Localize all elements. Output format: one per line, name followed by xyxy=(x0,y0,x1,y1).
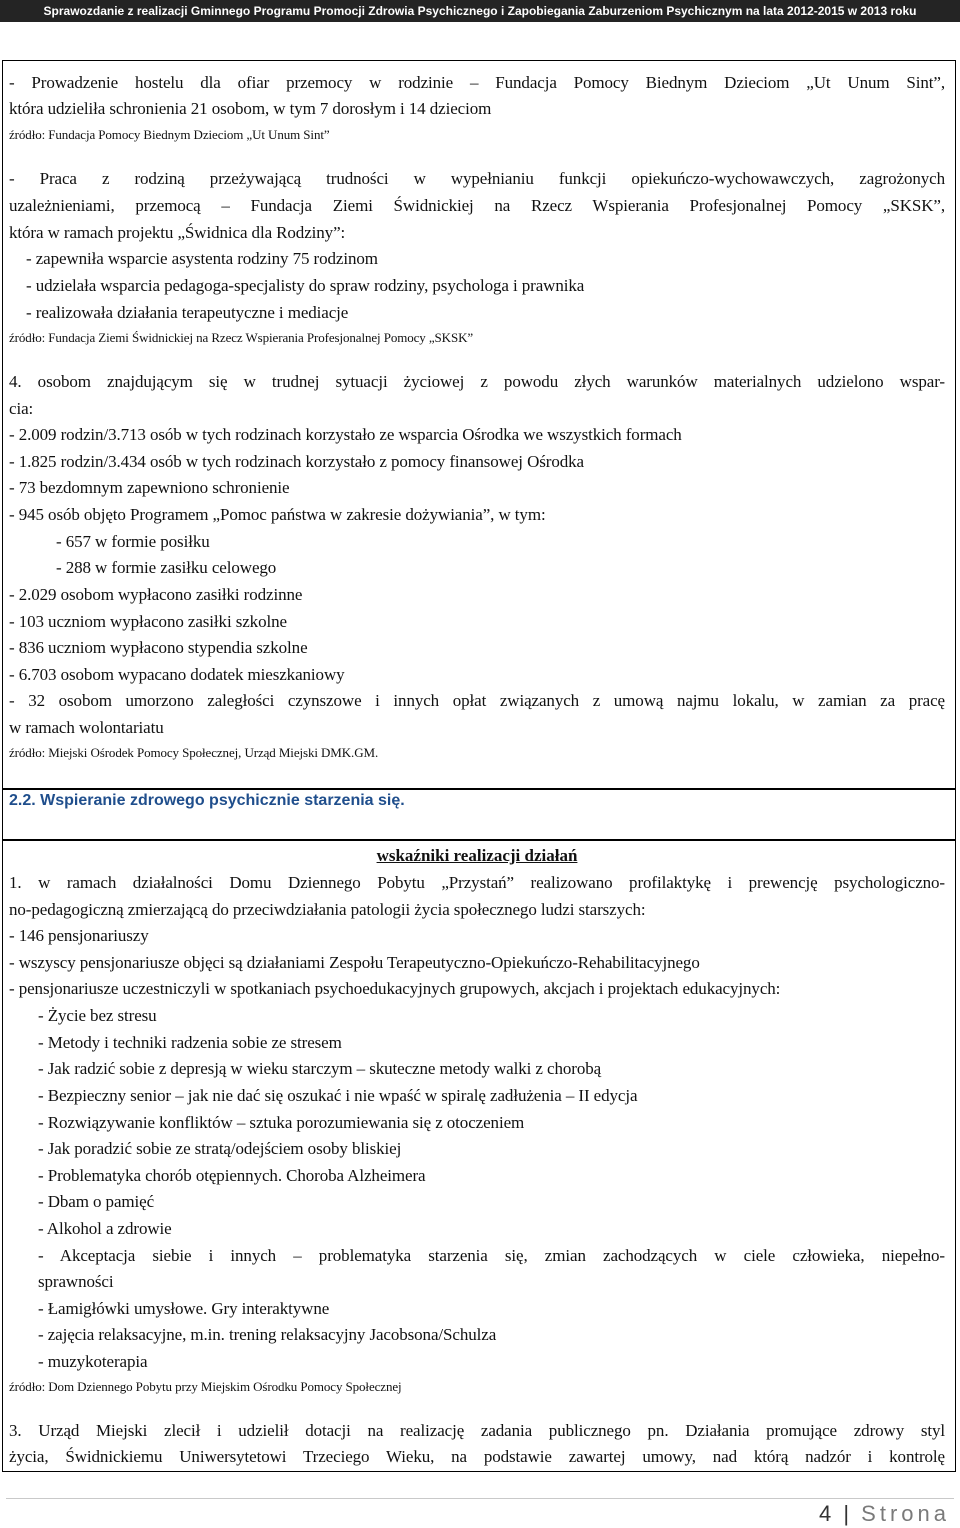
list-item: - muzykoterapia xyxy=(38,1352,148,1371)
list-item: - 6.703 osobom wypacano dodatek mieszkaniowy xyxy=(9,665,345,684)
list-item: - 657 w formie posiłku xyxy=(56,532,210,551)
text-line: - Praca z rodziną przeżywającą trudności w wypełnianiu funkcji opiekuńczo-wychowawczych, zagrożonych xyxy=(9,169,945,188)
list-item: - 2.029 osobom wypłacono zasiłki rodzinne xyxy=(9,585,303,604)
text-line: 3. Urząd Miejski zlecił i udzielił dotacji na realizację zadania publicznego pn. Działania promujące zdrowy styl xyxy=(9,1421,945,1440)
text-line: 1. w ramach działalności Domu Dziennego Pobytu „Przystań” realizowano profilaktykę i prewencję psychologiczno- xyxy=(9,873,945,892)
list-item: - 945 osób objęto Programem „Pomoc państwa w zakresie dożywiania”, w tym: xyxy=(9,505,546,524)
page-number: 4 xyxy=(818,1501,832,1526)
footer-separator: | xyxy=(843,1501,850,1526)
source-note: źródło: Miejski Ośrodek Pomocy Społecznej, Urząd Miejski DMK.GM. xyxy=(9,745,379,760)
section-title: 2.2. Wspieranie zdrowego psychicznie starzenia się. xyxy=(9,792,405,809)
page-footer xyxy=(819,1500,950,1528)
list-item: - Bezpieczny senior – jak nie dać się oszukać i nie wpaść w spiralę zadłużenia – II edycja xyxy=(38,1086,638,1105)
list-item: - 288 w formie zasiłku celowego xyxy=(56,558,277,577)
list-item: - realizowała działania terapeutyczne i mediacje xyxy=(26,303,349,322)
text-line: która udzieliła schronienia 21 osobom, w tym 7 dorosłym i 14 dzieciom xyxy=(9,99,492,118)
list-item: - pensjonariusze uczestniczyli w spotkaniach psychoedukacyjnych grupowych, akcjach i projektach edukacyjnych: xyxy=(9,979,781,998)
page-word: Strona xyxy=(861,1501,950,1526)
list-item: - 103 uczniom wypłacono zasiłki szkolne xyxy=(9,612,287,631)
list-item: - 73 bezdomnym zapewniono schronienie xyxy=(9,478,290,497)
footer-divider xyxy=(6,1498,954,1499)
text-line: - Prowadzenie hostelu dla ofiar przemocy w rodzinie – Fundacja Pomocy Biednym Dzieciom „Ut Unum Sint”, xyxy=(9,73,945,92)
list-item: - Metody i techniki radzenia sobie ze stresem xyxy=(38,1033,342,1052)
list-item: - Jak radzić sobie z depresją w wieku starczym – skuteczne metody walki z chorobą xyxy=(38,1059,602,1078)
text-line: 4. osobom znajdującym się w trudnej sytuacji życiowej z powodu złych warunków materialnych udzielono wspar- xyxy=(9,372,945,391)
source-note: źródło: Fundacja Pomocy Biednym Dzieciom „Ut Unum Sint” xyxy=(9,127,330,142)
list-item: - zajęcia relaksacyjne, m.in. trening relaksacyjny Jacobsona/Schulza xyxy=(38,1325,497,1344)
page-header: Sprawozdanie z realizacji Gminnego Programu Promocji Zdrowia Psychicznego i Zapobiegania Zaburzeniom Psychicznym na lata 2012-2015 w 2013 roku xyxy=(0,0,960,22)
list-item: - Łamigłówki umysłowe. Gry interaktywne xyxy=(38,1299,330,1318)
list-item: - wszyscy pensjonariusze objęci są działaniami Zespołu Terapeutyczno-Opiekuńczo-Rehabilitacyjnego xyxy=(9,953,700,972)
list-item: - Alkohol a zdrowie xyxy=(38,1219,172,1238)
source-note: źródło: Dom Dziennego Pobytu przy Miejskim Ośrodku Pomocy Społecznej xyxy=(9,1379,402,1394)
list-item: - zapewniła wsparcie asystenta rodziny 75 rodzinom xyxy=(26,249,378,268)
indicators-title: wskaźniki realizacji działań xyxy=(376,846,578,865)
list-item: - 836 uczniom wypłacono stypendia szkolne xyxy=(9,638,308,657)
text-line: która w ramach projektu „Świdnica dla Rodziny”: xyxy=(9,223,346,242)
list-item: - 1.825 rodzin/3.434 osób w tych rodzinach korzystało z pomocy finansowej Ośrodka xyxy=(9,452,584,471)
list-item: - Życie bez stresu xyxy=(38,1006,157,1025)
text-line: no-pedagogiczną zmierzającą do przeciwdziałania patologii życia społecznego ludzi starszych: xyxy=(9,900,646,919)
list-item: - 32 osobom umorzono zaległości czynszowe i innych opłat związanych z umową najmu lokalu, w zamian za pracę xyxy=(9,691,945,710)
text-line: w ramach wolontariatu xyxy=(9,718,164,737)
list-item: sprawności xyxy=(38,1272,114,1291)
source-note: źródło: Fundacja Ziemi Świdnickiej na Rzecz Wspierania Profesjonalnej Pomocy „SKSK” xyxy=(9,330,474,345)
list-item: - udzielała wsparcia pedagoga-specjalisty do spraw rodziny, psychologa i prawnika xyxy=(26,276,585,295)
list-item: - Jak poradzić sobie ze stratą/odejściem osoby bliskiej xyxy=(38,1139,402,1158)
list-item: - Problematyka chorób otępiennych. Choroba Alzheimera xyxy=(38,1166,426,1185)
list-item: - Rozwiązywanie konfliktów – sztuka porozumiewania się z otoczeniem xyxy=(38,1113,525,1132)
text-line: cia: xyxy=(9,399,34,418)
list-item: - Dbam o pamięć xyxy=(38,1192,155,1211)
list-item: - 2.009 rodzin/3.713 osób w tych rodzinach korzystało ze wsparcia Ośrodka we wszystkich formach xyxy=(9,425,682,444)
text-line: życia, Świdnickiemu Uniwersytetowi Trzeciego Wieku, na podstawie zawartej umowy, nad którą nadzór i kontrolę xyxy=(9,1447,945,1466)
list-item: - Akceptacja siebie i innych – problematyka starzenia się, zmian zachodzących w ciele człowieka, niepełno- xyxy=(38,1246,945,1265)
text-line: uzależnieniami, przemocą – Fundacja Ziemi Świdnickiej na Rzecz Wspierania Profesjonalnej Pomocy „SKSK”, xyxy=(9,196,945,215)
list-item: - 146 pensjonariuszy xyxy=(9,926,149,945)
